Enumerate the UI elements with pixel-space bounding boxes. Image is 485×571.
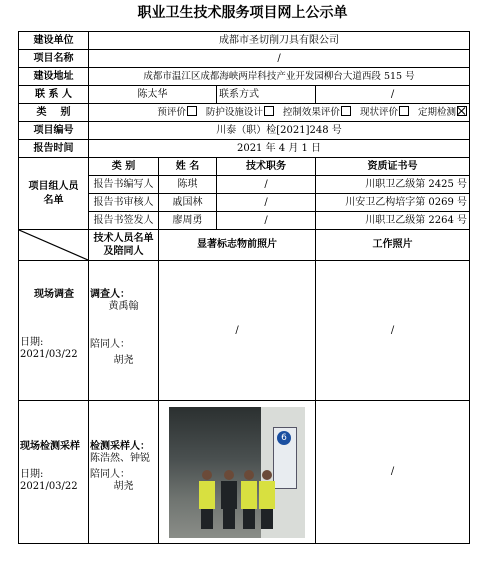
project-no-label: 项目编号 [19, 122, 89, 140]
sampling-companion-name: 胡尧 [113, 481, 134, 492]
unit-label: 建设单位 [19, 32, 89, 50]
photo-sign [273, 427, 297, 489]
survey-companion-label: 陪同人： [90, 339, 130, 350]
report-time-value: 2021 年 4 月 1 日 [89, 140, 470, 158]
category-option[interactable] [360, 107, 409, 118]
member-title: / [217, 212, 316, 230]
survey-date: 2021/03/22 [20, 349, 78, 360]
photo-person [259, 470, 275, 530]
sign-number: 6 [277, 431, 291, 445]
member-name: 戚国林 [159, 194, 217, 212]
member-title: / [217, 176, 316, 194]
team-photo [169, 407, 305, 538]
row-project-no [19, 122, 470, 140]
photo-header-row [19, 230, 470, 261]
member-cert: 川安卫乙构培字第 0269 号 [316, 194, 470, 212]
category-control-effect-label: 控制效果评价 [282, 107, 340, 118]
contact-method-value: / [316, 86, 470, 104]
sampling-landmark-photo [159, 401, 316, 544]
category-protection-design-label: 防护设施设计 [205, 107, 263, 118]
team-header-cert: 资质证书号 [316, 158, 470, 176]
survey-row [19, 261, 470, 401]
member-cert: 川职卫乙级第 2264 号 [316, 212, 470, 230]
sampling-label: 现场检测采样 [20, 441, 80, 452]
category-options [89, 104, 470, 122]
category-option[interactable] [283, 107, 351, 118]
survey-landmark-photo: / [159, 261, 316, 401]
category-status-label: 现状评价 [359, 107, 398, 118]
row-contact [19, 86, 470, 104]
member-name: 陈琪 [159, 176, 217, 194]
diagonal-line [19, 230, 88, 260]
photo-person [199, 470, 215, 530]
category-option[interactable] [157, 107, 197, 118]
team-header-name: 姓 名 [159, 158, 217, 176]
sampling-companion-label: 陪同人： [90, 469, 130, 480]
survey-people [89, 261, 159, 401]
checkbox-status[interactable] [399, 106, 409, 116]
checkbox-pre-assessment[interactable] [187, 106, 197, 116]
member-name: 廖周勇 [159, 212, 217, 230]
category-option[interactable] [418, 107, 467, 118]
sampling-date: 2021/03/22 [20, 481, 78, 492]
photo-person [241, 470, 257, 530]
sampling-info [19, 401, 89, 544]
survey-companion-name: 胡尧 [113, 355, 134, 366]
category-periodic-label: 定期检测 [418, 107, 457, 118]
sampling-work-photo: / [316, 401, 470, 544]
sampling-row [19, 401, 470, 544]
member-role: 报告书编写人 [89, 176, 159, 194]
landmark-photo-header: 显著标志物前照片 [159, 230, 316, 261]
unit-value: 成都市圣切削刀具有限公司 [89, 32, 470, 50]
row-unit [19, 32, 470, 50]
row-address [19, 68, 470, 86]
checkbox-control-effect[interactable] [341, 106, 351, 116]
category-label: 类 别 [19, 104, 89, 122]
checkbox-periodic[interactable] [457, 106, 467, 116]
member-role: 报告书签发人 [89, 212, 159, 230]
survey-date-label: 日期: [20, 337, 44, 348]
team-header-title: 技术职务 [217, 158, 316, 176]
team-label: 项目组人员名单 [19, 158, 89, 230]
report-time-label: 报告时间 [19, 140, 89, 158]
sampling-date-label: 日期: [20, 469, 44, 480]
investigator-label: 调查人： [90, 289, 130, 300]
survey-work-photo: / [316, 261, 470, 401]
investigator-name: 黄禹翰 [108, 301, 139, 312]
row-report-time [19, 140, 470, 158]
notice-table [18, 31, 470, 544]
diagonal-cell [19, 230, 89, 261]
member-title: / [217, 194, 316, 212]
address-label: 建设地址 [19, 68, 89, 86]
sampler-label: 检测采样人： [90, 441, 150, 452]
team-header-role: 类 别 [89, 158, 159, 176]
category-pre-assessment-label: 预评价 [157, 107, 186, 118]
sampler-names: 陈浩然、钟锐 [90, 453, 150, 464]
sampling-people [89, 401, 159, 544]
contact-value: 陈太华 [89, 86, 217, 104]
project-name-label: 项目名称 [19, 50, 89, 68]
team-header-row [19, 158, 470, 176]
project-name-value: / [89, 50, 470, 68]
project-no-value: 川泰（职）检[2021]248 号 [89, 122, 470, 140]
contact-label: 联 系 人 [19, 86, 89, 104]
page-title: 职业卫生技术服务项目网上公示单 [137, 5, 348, 21]
row-category [19, 104, 470, 122]
member-role: 报告书审核人 [89, 194, 159, 212]
survey-info [19, 261, 89, 401]
row-project-name [19, 50, 470, 68]
address-value: 成都市温江区成都海峡两岸科技产业开发园柳台大道西段 515 号 [89, 68, 470, 86]
category-option[interactable] [206, 107, 274, 118]
work-photo-header: 工作照片 [316, 230, 470, 261]
tech-people-header: 技术人员名单及陪同人 [89, 230, 159, 261]
photo-person [221, 470, 237, 530]
contact-method-label: 联系方式 [217, 86, 316, 104]
member-cert: 川职卫乙级第 2425 号 [316, 176, 470, 194]
checkbox-protection-design[interactable] [264, 106, 274, 116]
survey-label: 现场调查 [34, 289, 74, 300]
